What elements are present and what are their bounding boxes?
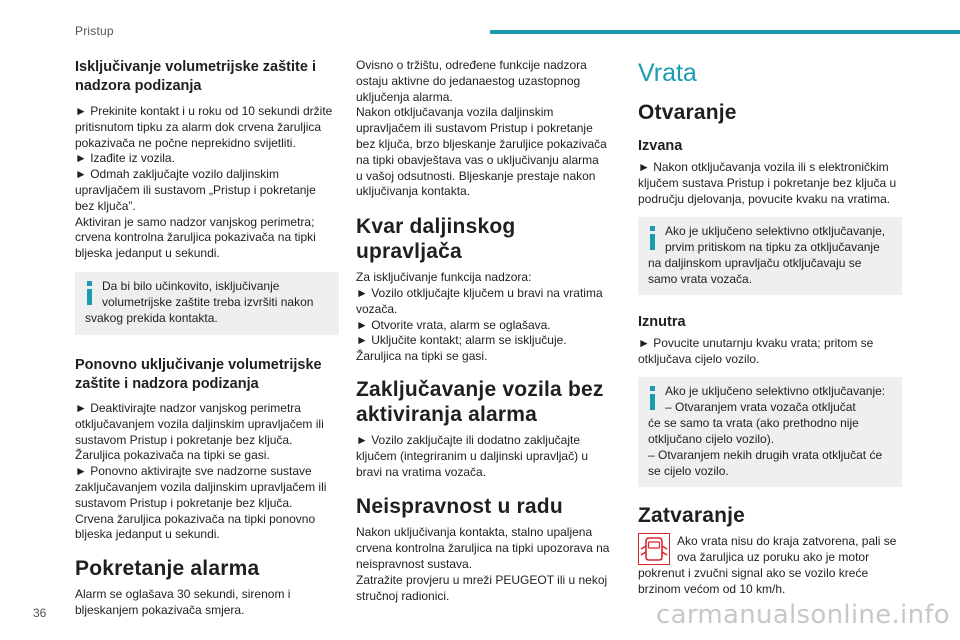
info-note: Da bi bilo učinkovito, isključivanje volumetrijske zaštite treba izvršiti nakon svakog prekida kontakta. [75, 272, 339, 335]
info-icon [649, 386, 657, 410]
paragraph-pokretanje: Alarm se oglašava 30 sekundi, sirenom i bljeskanjem pokazivača smjera. [75, 587, 291, 617]
heading-ponovno: Ponovno uključivanje volumetrijske zaštite i nadzora podizanja [75, 356, 322, 392]
heading-iskljucivanje: Isključivanje volumetrijske zaštite i nadzora podizanja [75, 59, 316, 94]
watermark: carmanualsonline.info [656, 600, 951, 630]
heading-pokretanje-alarma: Pokretanje alarma [75, 557, 260, 581]
info-note-selektivno: Ako je uključeno selektivno otključavanje, prvim pritiskom na tipku za otključavanje na daljinskom upravljaču otključavaju se samo vrata vozača. [638, 217, 902, 295]
heading-iznutra: Iznutra [638, 314, 686, 331]
paragraph-zakljucavanje: ► Vozilo zaključajte ili dodatno zaključajte ključem (integriranim u daljinski upravljač) u bravi na vratima vozača. [356, 432, 589, 479]
paragraph-trziste: Ovisno o tržištu, određene funkcije nadzora ostaju aktivne do jedanaestog uzastopnog uključenja alarma. Nakon otključavanja vozila daljinskim upravljačem ili sustavom Pristup i pokretanje bez ključa, brzo bljeskanje žaruljice pokazivača na tipki obavještava vas o uključivanju alarma u vašoj odsutnosti. Bljeskanje prestaje nakon uključivanja kontakta. [356, 58, 607, 199]
info-icon [86, 281, 94, 305]
paragraph-zatvaranje: Ako vrata nisu do kraja zatvorena, pali se ova žaruljica uz poruku ako je motor pokrenut i zvučni signal ako se vozilo kreće brzinom većom od 10 km/h. [638, 533, 897, 596]
heading-zatvaranje: Zatvaranje [638, 503, 746, 527]
heading-kvar: Kvar daljinskog upravljača [356, 215, 516, 264]
header-accent-bar [490, 30, 960, 34]
info-note-selektivno-iznutra: Ako je uključeno selektivno otključavanje: – Otvaranjem vrata vozača otključat će se samo ta vrata (ako prethodno nije otključano cijelo vozilo). – Otvaranjem nekih drugih vrata otključat će se cijelo vozilo. [638, 377, 902, 487]
paragraph-neispravnost: Nakon uključivanja kontakta, stalno upaljena crvena kontrolna žaruljica na tipki upozorava na neispravnost sustava. Zatražite provjeru u mreži PEUGEOT ili u nekoj stručnoj radionici. [356, 525, 610, 603]
paragraph-kvar: Za isključivanje funkcija nadzora: ► Vozilo otključajte ključem u bravi na vratima vozača. ► Otvorite vrata, alarm se oglašava. ► Uključite kontakt; alarm se isključuje. Žaruljica na tipki se gasi. [356, 270, 603, 364]
info-icon [649, 226, 657, 250]
heading-zakljucavanje: Zaključavanje vozila bez aktiviranja alarma [356, 377, 604, 426]
paragraph-iznutra: ► Povucite unutarnju kvaku vrata; pritom se otključava cijelo vozilo. [638, 336, 874, 367]
running-header: Pristup [75, 24, 114, 38]
column-middle [356, 58, 618, 604]
column-right [638, 58, 902, 597]
door-open-warning-icon [638, 533, 670, 565]
heading-vrata: Vrata [638, 59, 697, 87]
heading-izvana: Izvana [638, 138, 683, 154]
column-left [75, 58, 339, 619]
page-number: 36 [33, 606, 47, 620]
heading-neispravnost: Neispravnost u radu [356, 495, 563, 519]
heading-otvaranje: Otvaranje [638, 101, 737, 124]
paragraph-iskljucivanje: ► Prekinite kontakt i u roku od 10 sekundi držite pritisnutom tipku za alarm dok crvena žaruljica pokazivača ne počne neprekidno svijetliti. ► Izađite iz vozila. ► Odmah zaključajte vozilo daljinskim upravljačem ili sustavom „Pristup i pokretanje bez ključa”. Aktiviran je samo nadzor vanjskog perimetra; crvena kontrolna žaruljica pokazivača na tipki bljeska jedanput u sekundi. [75, 104, 333, 261]
paragraph-ponovno: ► Deaktivirajte nadzor vanjskog perimetra otključavanjem vozila daljinskim upravljačem ili sustavom Pristup i pokretanje bez ključa. Žaruljica pokazivača na tipki se gasi. ► Ponovno aktivirajte sve nadzorne sustave zaključavanjem vozila daljinskim upravljačem ili sustavom Pristup i pokretanje bez ključa. Crvena žaruljica pokazivača na tipki ponovno bljeska jedanput u sekundi. [75, 400, 327, 542]
paragraph-izvana: ► Nakon otključavanja vozila ili s elektroničkim ključem sustava Pristup i pokretanje bez ključa u području djelovanja, povucite kvaku na vratima. [638, 160, 897, 206]
